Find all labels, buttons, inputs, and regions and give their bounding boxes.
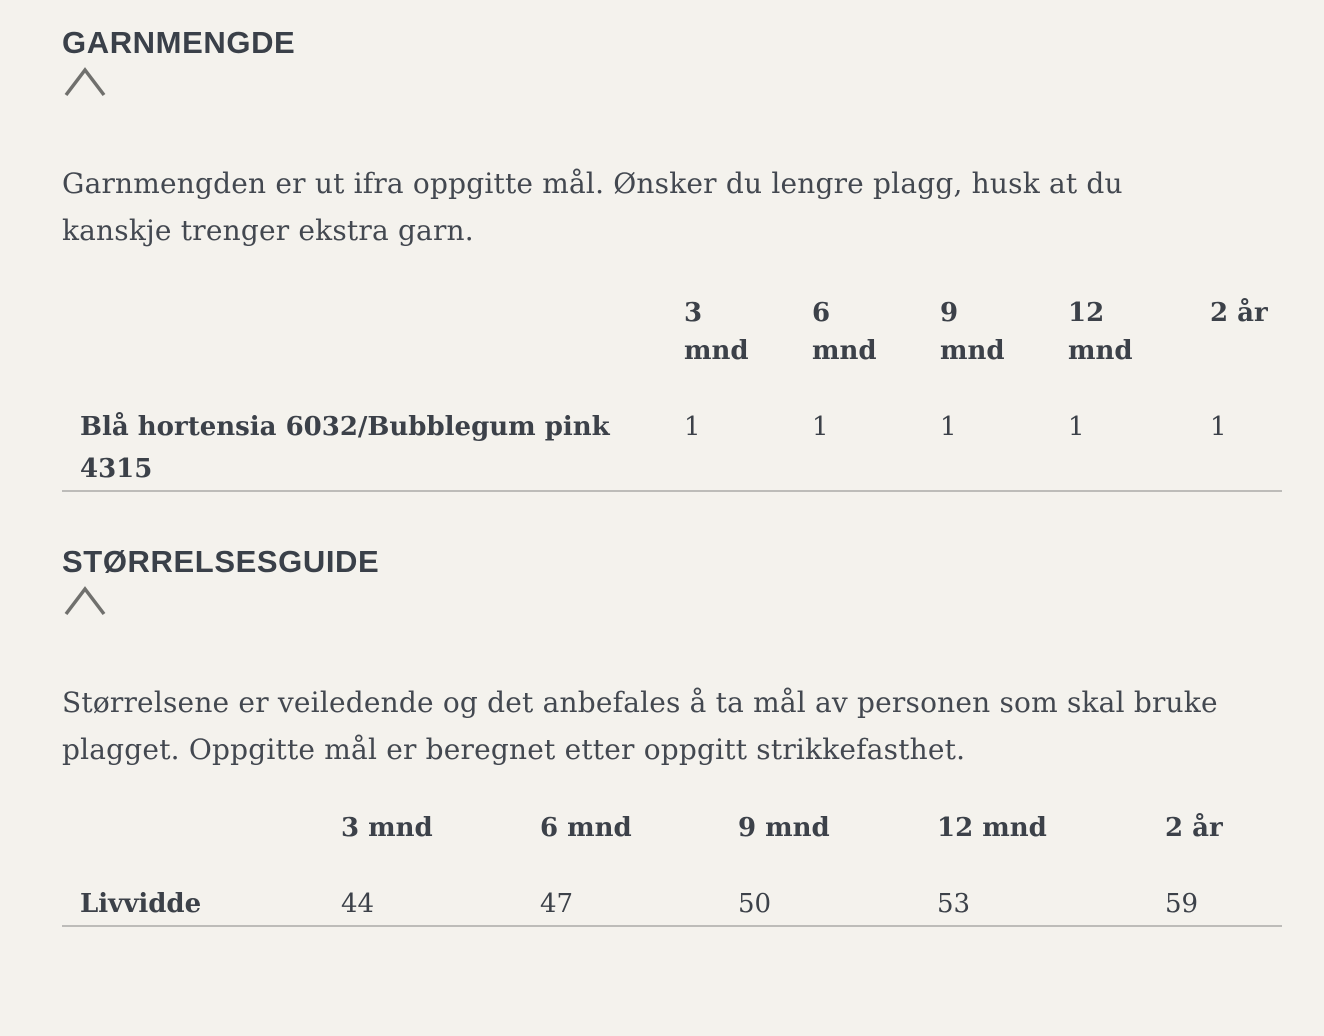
collapse-section-button[interactable]	[62, 585, 108, 617]
bottom-divider	[62, 925, 1282, 927]
yarn-amount-description: Garnmengden er ut ifra oppgitte mål. Ønsker du lengre plagg, husk at du kanskje trenger ekstra garn.	[62, 167, 1123, 247]
section-divider	[62, 490, 1282, 492]
section-garnmengde	[62, 26, 1282, 490]
chevron-up-icon	[63, 605, 107, 620]
size-column-header: 3 mnd	[684, 298, 749, 366]
measurement-value: 44	[341, 889, 375, 919]
size-column-header: 9 mnd	[940, 298, 1005, 366]
collapse-section-button[interactable]	[62, 66, 108, 98]
measurement-value: 59	[1165, 889, 1199, 919]
size-column-header: 9 mnd	[738, 813, 830, 843]
size-guide-description: Størrelsene er veiledende og det anbefales å ta mål av personen som skal bruke plagget. Oppgitte mål er beregnet etter oppgitt strikkefasthet.	[62, 686, 1218, 766]
measurement-label: Livvidde	[80, 889, 202, 919]
measurement-value: 47	[540, 889, 574, 919]
size-column-header: 2 år	[1210, 298, 1268, 328]
section-storrelsesguide	[62, 545, 1282, 925]
size-column-header: 12 mnd	[937, 813, 1047, 843]
yarn-amount-value: 1	[940, 412, 957, 442]
table-row-yarn	[62, 392, 1282, 490]
measurement-value: 50	[738, 889, 772, 919]
yarn-amount-value: 1	[1068, 412, 1085, 442]
size-table-header-row	[62, 809, 1282, 869]
table-corner-cell	[62, 294, 684, 392]
section-title-garnmengde: GARNMENGDE	[62, 25, 296, 60]
yarn-amount-value: 1	[684, 412, 701, 442]
table-row-livvidde	[62, 869, 1282, 925]
size-column-header: 3 mnd	[341, 813, 433, 843]
yarn-amount-value: 1	[812, 412, 829, 442]
size-column-header: 6 mnd	[540, 813, 632, 843]
measurement-value: 53	[937, 889, 971, 919]
yarn-amount-value: 1	[1210, 412, 1227, 442]
size-column-header: 2 år	[1165, 813, 1223, 843]
size-column-header: 12 mnd	[1068, 298, 1133, 366]
yarn-amount-table	[62, 294, 1282, 490]
yarn-table-header-row	[62, 294, 1282, 392]
size-guide-table	[62, 809, 1282, 925]
section-title-storrelsesguide: STØRRELSESGUIDE	[62, 544, 380, 579]
yarn-color-label: Blå hortensia 6032/Bubblegum pink 4315	[80, 412, 610, 484]
chevron-up-icon	[63, 86, 107, 101]
table-corner-cell	[62, 809, 341, 869]
size-column-header: 6 mnd	[812, 298, 877, 366]
